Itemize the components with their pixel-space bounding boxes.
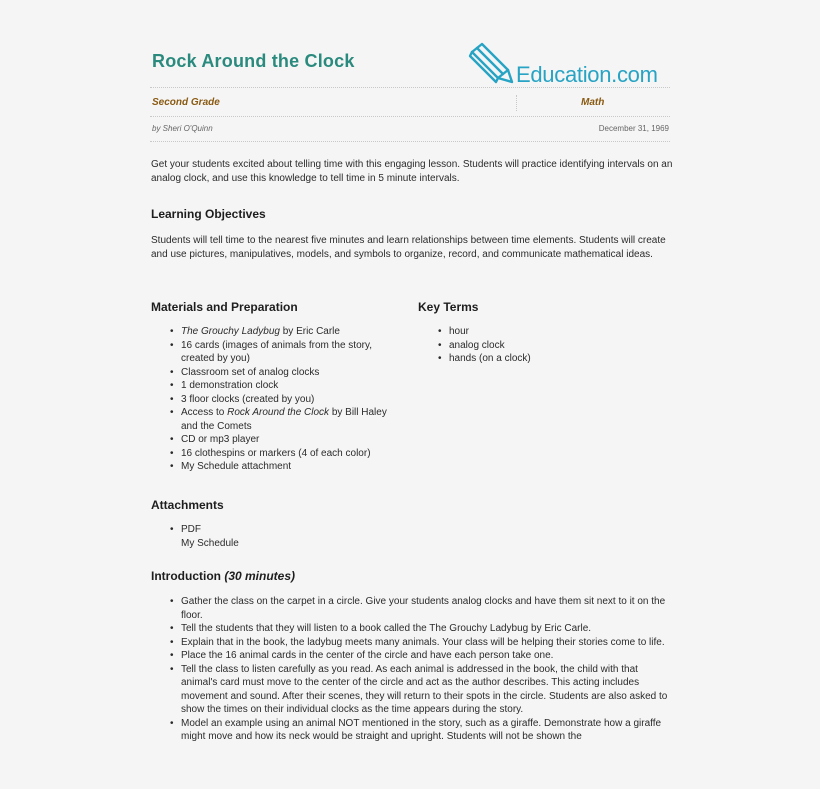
- introduction-duration: (30 minutes): [224, 569, 296, 583]
- pencil-logo-icon: [468, 42, 516, 86]
- key-terms-list: [438, 325, 668, 366]
- meta-divider: [150, 116, 670, 117]
- list-item: • 1 demonstration clock: [170, 379, 395, 393]
- education-logo[interactable]: [468, 42, 673, 86]
- intro-paragraph: Get your students excited about telling time with this engaging lesson. Students will practice identifying intervals on an analog clock, and use this knowledge to tell time in 5 minute intervals.: [151, 159, 673, 184]
- list-item: • Access to Rock Around the Clock by Bill Haley and the Comets: [170, 406, 395, 433]
- list-item: • Place the 16 animal cards in the center of the circle and have each person take one.: [170, 649, 675, 663]
- objectives-heading: Learning Objectives: [151, 207, 266, 221]
- list-item: • hour: [438, 325, 668, 339]
- date-label: December 31, 1969: [598, 124, 669, 133]
- list-item: • The Grouchy Ladybug by Eric Carle: [170, 325, 395, 339]
- grade-label: Second Grade: [152, 97, 220, 108]
- list-item: • 16 clothespins or markers (4 of each color): [170, 447, 395, 461]
- author-label: by Sheri O'Quinn: [152, 124, 213, 133]
- attachments-list: [170, 523, 395, 550]
- objectives-paragraph: Students will tell time to the nearest five minutes and learn relationships between time elements. Students will create and use pictures, manipulatives, models, and symbols to organize, record, and communicate mathematical ideas.: [151, 235, 666, 260]
- list-item: • 16 cards (images of animals from the story, created by you): [170, 339, 395, 366]
- introduction-list: [170, 595, 675, 744]
- attachment-link-my-schedule[interactable]: My Schedule: [181, 537, 239, 549]
- header-divider: [150, 87, 670, 88]
- list-item: • hands (on a clock): [438, 352, 668, 366]
- meta-bottom-divider: [150, 141, 670, 142]
- list-item: • Tell the class to listen carefully as you read. As each animal is addressed in the book, the child with that animal's card must move to the center of the circle and act as the author describes. This acting includes movement and sound. After their scenes, they will return to their spots in the circle. Students are also asked to show the times on their individual clocks as the time appears during the story.: [170, 663, 675, 717]
- list-item: • Model an example using an animal NOT mentioned in the story, such as a giraffe. Demonstrate how a giraffe might move and how its neck would be straight and upright. Students will not be shown the: [170, 717, 675, 744]
- attachments-heading: Attachments: [151, 498, 224, 512]
- materials-list: [170, 325, 395, 474]
- column-divider: [516, 95, 517, 111]
- introduction-heading: Introduction (30 minutes): [151, 569, 296, 583]
- page-title: Rock Around the Clock: [152, 51, 355, 71]
- list-item: • Tell the students that they will listen to a book called the The Grouchy Ladybug by Eric Carle.: [170, 622, 675, 636]
- materials-heading: Materials and Preparation: [151, 300, 298, 314]
- list-item: • Gather the class on the carpet in a circle. Give your students analog clocks and have them sit next to it on the floor.: [170, 595, 675, 622]
- list-item: • Classroom set of analog clocks: [170, 366, 395, 380]
- list-item: • Explain that in the book, the ladybug meets many animals. Your class will be helping their stories come to life.: [170, 636, 675, 650]
- attachment-link-pdf[interactable]: • PDF: [170, 523, 395, 537]
- list-item: • My Schedule attachment: [170, 460, 395, 474]
- subject-label: Math: [581, 97, 605, 108]
- logo-text: Education.com: [516, 62, 658, 87]
- list-item: • CD or mp3 player: [170, 433, 395, 447]
- key-terms-heading: Key Terms: [418, 300, 479, 314]
- list-item: • analog clock: [438, 339, 668, 353]
- list-item: • 3 floor clocks (created by you): [170, 393, 395, 407]
